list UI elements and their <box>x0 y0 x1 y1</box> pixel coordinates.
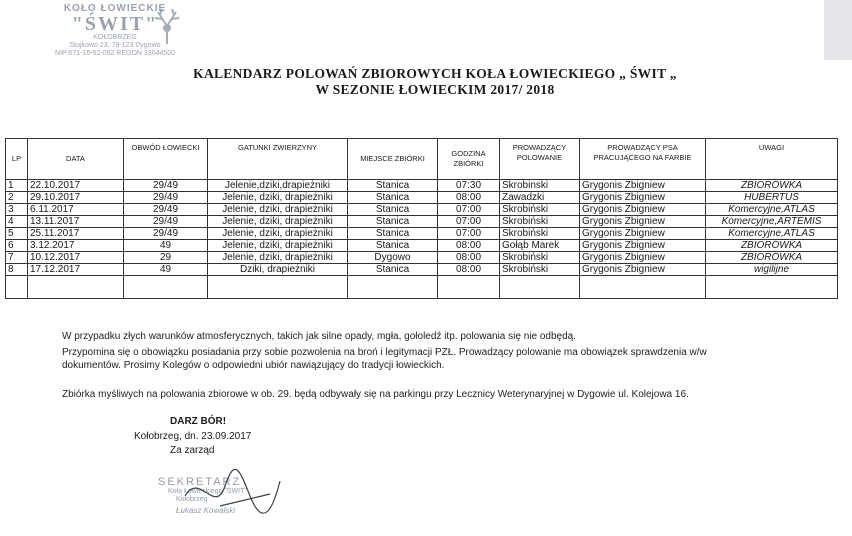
stamp-nip: NIP 671-16-52-062 REGON 33044500 <box>54 50 176 57</box>
cell-time: 08:00 <box>438 192 500 204</box>
cell-leader: Skrobiński <box>500 264 580 276</box>
cell-lp: 7 <box>6 252 28 264</box>
empty-cell <box>580 276 706 299</box>
cell-district: 29/49 <box>124 180 208 192</box>
cell-notes: ZBIORÓWKA <box>706 240 838 252</box>
cell-lp: 3 <box>6 204 28 216</box>
document-title: KALENDARZ POLOWAŃ ZBIOROWYCH KOŁA ŁOWIECKIEGO „ ŚWIT „ <box>193 66 677 81</box>
cell-district: 29/49 <box>124 216 208 228</box>
stamp-address: Stojkowo 23, 78-123 Dygowo <box>69 42 161 49</box>
cell-species: Jelenie, dziki, drapieżniki <box>208 204 348 216</box>
stamp-club-name: "ŚWIT" <box>71 13 159 35</box>
cell-place: Stanica <box>348 228 438 240</box>
table-row <box>6 216 838 228</box>
cell-species: Jelenie, dziki, drapieżniki <box>208 240 348 252</box>
header-notes: UWAGI <box>706 139 838 180</box>
cell-date: 22.10.2017 <box>28 180 124 192</box>
table-row <box>6 204 838 216</box>
cell-time: 08:00 <box>438 240 500 252</box>
stamp-person-name: Łukasz Kowalski <box>176 506 236 515</box>
cell-place: Stanica <box>348 240 438 252</box>
reminder-note <box>62 346 762 372</box>
cell-species: Jelenie, dziki, drapieżniki <box>208 216 348 228</box>
table-row <box>6 240 838 252</box>
cell-district: 49 <box>124 264 208 276</box>
cell-date: 25.11.2017 <box>28 228 124 240</box>
stamp-line-3: KOŁOBRZEG <box>93 34 137 41</box>
cell-date: 10.12.2017 <box>28 252 124 264</box>
cell-notes: HUBERTUS <box>706 192 838 204</box>
cell-place: Stanica <box>348 180 438 192</box>
cell-place: Stanica <box>348 204 438 216</box>
header-time: GODZINA ZBIÓRKI <box>438 139 500 180</box>
empty-cell <box>500 276 580 299</box>
cell-dogs: Grygonis Zbigniew <box>580 240 706 252</box>
cell-place: Dygowo <box>348 252 438 264</box>
table-row <box>6 252 838 264</box>
empty-cell <box>6 276 28 299</box>
empty-cell <box>438 276 500 299</box>
header-place: MIEJSCE ZBIÓRKI <box>348 139 438 180</box>
cell-notes: Komercyjne,ARTEMIS <box>706 216 838 228</box>
cell-notes: ZBIORÓWKA <box>706 252 838 264</box>
cell-notes: wigilijne <box>706 264 838 276</box>
cell-leader: Zawadzki <box>500 192 580 204</box>
stamp-role: SEKRETARZ <box>158 476 242 488</box>
hunting-calendar-table <box>5 138 838 299</box>
cell-leader: Skrobiński <box>500 216 580 228</box>
cell-lp: 2 <box>6 192 28 204</box>
cell-place: Stanica <box>348 264 438 276</box>
reminder-line-1: Przypomina się o obowiązku posiadania przy sobie pozwolenia na broń i legitymacji PZŁ. Prowadzący polowanie ma obowiązek sprawdzenia w/w <box>62 347 707 358</box>
closing-greeting: DARZ BÓR! <box>170 416 227 427</box>
cell-district: 29/49 <box>124 228 208 240</box>
cell-place: Stanica <box>348 192 438 204</box>
cell-dogs: Grygonis Zbigniew <box>580 180 706 192</box>
cell-leader: Skrobiński <box>500 228 580 240</box>
cell-dogs: Grygonis Zbigniew <box>580 204 706 216</box>
document-subtitle: W SEZONIE ŁOWIECKIM 2017/ 2018 <box>315 82 555 97</box>
cell-district: 29/49 <box>124 192 208 204</box>
page-edge-artifact <box>814 0 852 60</box>
cell-dogs: Grygonis Zbigniew <box>580 252 706 264</box>
cell-date: 13.11.2017 <box>28 216 124 228</box>
cell-time: 07:00 <box>438 228 500 240</box>
header-district: OBWÓD ŁOWIECKI <box>124 139 208 180</box>
empty-cell <box>208 276 348 299</box>
antlers-logo-icon <box>150 6 184 46</box>
stamp-org: Koła Łowieckiego "ŚWIT" <box>168 488 247 495</box>
cell-dogs: Grygonis Zbigniew <box>580 228 706 240</box>
meeting-point-note: Zbiórka myśliwych na polowania zbiorowe w ob. 29. będą odbywały się na parkingu przy Lecznicy Weterynaryjnej w Dygowie ul. Kolejowa 16. <box>62 389 689 400</box>
empty-cell <box>348 276 438 299</box>
cell-time: 07:00 <box>438 216 500 228</box>
table-body <box>6 180 838 299</box>
empty-cell <box>124 276 208 299</box>
header-leader: PROWADZĄCY POLOWANIE <box>500 139 580 180</box>
cell-lp: 4 <box>6 216 28 228</box>
cell-date: 3.12.2017 <box>28 240 124 252</box>
board-signoff: Za zarząd <box>170 445 215 456</box>
cell-time: 07:30 <box>438 180 500 192</box>
cell-species: Jelenie, dziki, drapieżniki <box>208 252 348 264</box>
cell-species: Jelenie, dziki, drapieżniki <box>208 228 348 240</box>
cell-species: Jelenie, dziki, drapieżniki <box>208 192 348 204</box>
cell-time: 08:00 <box>438 264 500 276</box>
cell-leader: Skrobinski <box>500 180 580 192</box>
stamp-city: Kołobrzeg <box>176 496 208 503</box>
stamp-line-1: KOŁO ŁOWIECKIE <box>63 3 167 14</box>
table-row-empty <box>6 276 838 299</box>
cell-lp: 8 <box>6 264 28 276</box>
cell-leader: Skrobiński <box>500 204 580 216</box>
weather-note: W przypadku złych warunków atmosferycznych, takich jak silne opady, mgła, gołoledź itp. polowania się nie odbędą. <box>62 331 576 342</box>
table-header-row <box>6 139 838 180</box>
handwritten-signature-icon <box>180 466 290 526</box>
place-and-date: Kołobrzeg, dn. 23.09.2017 <box>134 431 252 442</box>
header-lp: LP <box>6 139 28 180</box>
table-row <box>6 264 838 276</box>
cell-lp: 6 <box>6 240 28 252</box>
cell-species: Dziki, drapieżniki <box>208 264 348 276</box>
cell-leader: Skrobiński <box>500 252 580 264</box>
cell-lp: 5 <box>6 228 28 240</box>
header-dogs: PROWADZĄCY PSA PRACUJĄCEGO NA FARBIE <box>580 139 706 180</box>
cell-date: 6.11.2017 <box>28 204 124 216</box>
table-row <box>6 228 838 240</box>
cell-dogs: Grygonis Zbigniew <box>580 216 706 228</box>
cell-district: 29/49 <box>124 204 208 216</box>
cell-notes: ZBIORÓWKA <box>706 180 838 192</box>
cell-lp: 1 <box>6 180 28 192</box>
header-species: GATUNKI ZWIERZYNY <box>208 139 348 180</box>
cell-date: 17.12.2017 <box>28 264 124 276</box>
table-row <box>6 180 838 192</box>
table-row <box>6 192 838 204</box>
cell-dogs: Grygonis Zbigniew <box>580 264 706 276</box>
cell-leader: Gołąb Marek <box>500 240 580 252</box>
header-date: DATA <box>28 139 124 180</box>
empty-cell <box>28 276 124 299</box>
cell-species: Jelenie,dziki,drapieżniki <box>208 180 348 192</box>
cell-time: 07:00 <box>438 204 500 216</box>
cell-date: 29.10.2017 <box>28 192 124 204</box>
empty-cell <box>706 276 838 299</box>
cell-district: 29 <box>124 252 208 264</box>
cell-place: Stanica <box>348 216 438 228</box>
cell-notes: Komercyjne,ATLAS <box>706 228 838 240</box>
cell-notes: Komercyjne,ATLAS <box>706 204 838 216</box>
cell-time: 08:00 <box>438 252 500 264</box>
reminder-line-2: dokumentów. Prosimy Kolegów o odpowiedni ubiór nawiązujący do tradycji łowieckich. <box>62 360 445 371</box>
cell-district: 49 <box>124 240 208 252</box>
cell-dogs: Grygonis Zbigniew <box>580 192 706 204</box>
